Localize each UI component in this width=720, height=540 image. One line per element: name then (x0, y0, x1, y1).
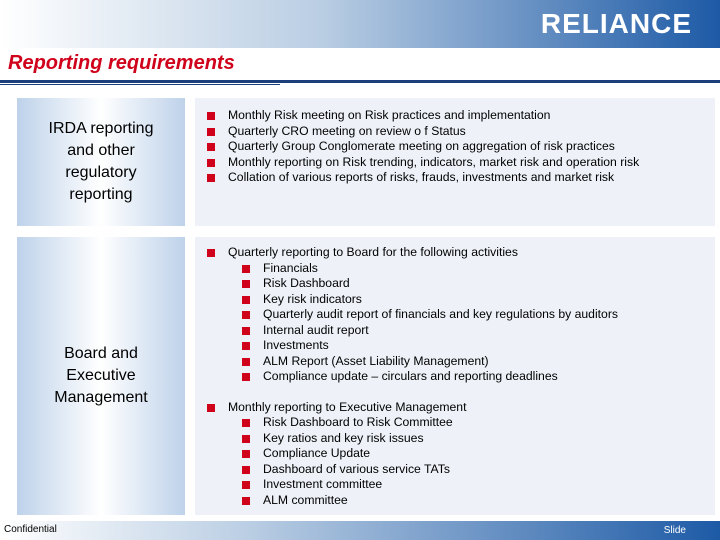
bullet-list-irda (195, 108, 695, 186)
sub-list-board-activities (195, 261, 705, 385)
title-divider (0, 80, 720, 83)
footer-slide-label: Slide (663, 525, 686, 536)
section-label-line: IRDA reporting (48, 120, 154, 137)
bullet-list-board (195, 245, 705, 508)
list-item: Collation of various reports of risks, frauds, investments and market risk (195, 170, 695, 186)
sub-list-item: Financials (195, 261, 705, 277)
footer-confidential: Confidential (4, 524, 57, 535)
red-square-bullet-icon (242, 373, 250, 381)
red-square-bullet-icon (207, 143, 215, 151)
sub-list-item: Investment committee (195, 477, 705, 493)
sub-list-item: Dashboard of various service TATs (195, 462, 705, 478)
red-square-bullet-icon (207, 128, 215, 136)
sub-list-item: Investments (195, 338, 705, 354)
section-label-line: Board and (64, 345, 138, 362)
list-item: Quarterly CRO meeting on review o f Status (195, 124, 695, 140)
list-item: Quarterly Group Conglomerate meeting on aggregation of risk practices (195, 139, 695, 155)
red-square-bullet-icon (242, 497, 250, 505)
section-label-line: Management (54, 389, 148, 406)
sub-list-item: Quarterly audit report of financials and key regulations by auditors (195, 307, 705, 323)
list-item: Monthly Risk meeting on Risk practices and implementation (195, 108, 695, 124)
red-square-bullet-icon (207, 404, 215, 412)
red-square-bullet-icon (242, 311, 250, 319)
list-item: Monthly reporting to Executive Management (195, 400, 705, 416)
sub-list-item: Compliance update – circulars and reporting deadlines (195, 369, 705, 385)
sub-list-item: Compliance Update (195, 446, 705, 462)
section-label-board (17, 237, 185, 515)
section-label-line: Executive (66, 367, 136, 384)
red-square-bullet-icon (242, 435, 250, 443)
header-bar (0, 0, 720, 48)
sub-list-container (195, 261, 705, 385)
red-square-bullet-icon (242, 419, 250, 427)
footer-bar (0, 521, 720, 540)
red-square-bullet-icon (207, 249, 215, 257)
red-square-bullet-icon (207, 112, 215, 120)
red-square-bullet-icon (242, 265, 250, 273)
sub-list-executive (195, 415, 705, 508)
red-square-bullet-icon (207, 174, 215, 182)
section-label-line: regulatory (65, 164, 137, 181)
sub-list-item: Key ratios and key risk issues (195, 431, 705, 447)
red-square-bullet-icon (207, 159, 215, 167)
reliance-logo: RELIANCE (540, 8, 692, 39)
red-square-bullet-icon (242, 296, 250, 304)
red-square-bullet-icon (242, 450, 250, 458)
sub-list-item: ALM Report (Asset Liability Management) (195, 354, 705, 370)
list-item: Monthly reporting on Risk trending, indicators, market risk and operation risk (195, 155, 695, 171)
page-title: Reporting requirements (8, 52, 235, 74)
red-square-bullet-icon (242, 342, 250, 350)
list-spacer (195, 385, 705, 400)
red-square-bullet-icon (242, 358, 250, 366)
section-panel-irda (195, 98, 715, 226)
section-label-line: and other (67, 142, 135, 159)
sub-list-item: Internal audit report (195, 323, 705, 339)
red-square-bullet-icon (242, 466, 250, 474)
list-item: Quarterly reporting to Board for the following activities (195, 245, 705, 261)
section-panel-board (195, 237, 715, 515)
sub-list-item: Key risk indicators (195, 292, 705, 308)
red-square-bullet-icon (242, 481, 250, 489)
section-label-irda (17, 98, 185, 226)
red-square-bullet-icon (242, 327, 250, 335)
red-square-bullet-icon (242, 280, 250, 288)
title-underline (0, 84, 280, 85)
sub-list-item: Risk Dashboard (195, 276, 705, 292)
sub-list-container (195, 415, 705, 508)
sub-list-item: ALM committee (195, 493, 705, 509)
sub-list-item: Risk Dashboard to Risk Committee (195, 415, 705, 431)
section-label-line: reporting (69, 186, 133, 203)
